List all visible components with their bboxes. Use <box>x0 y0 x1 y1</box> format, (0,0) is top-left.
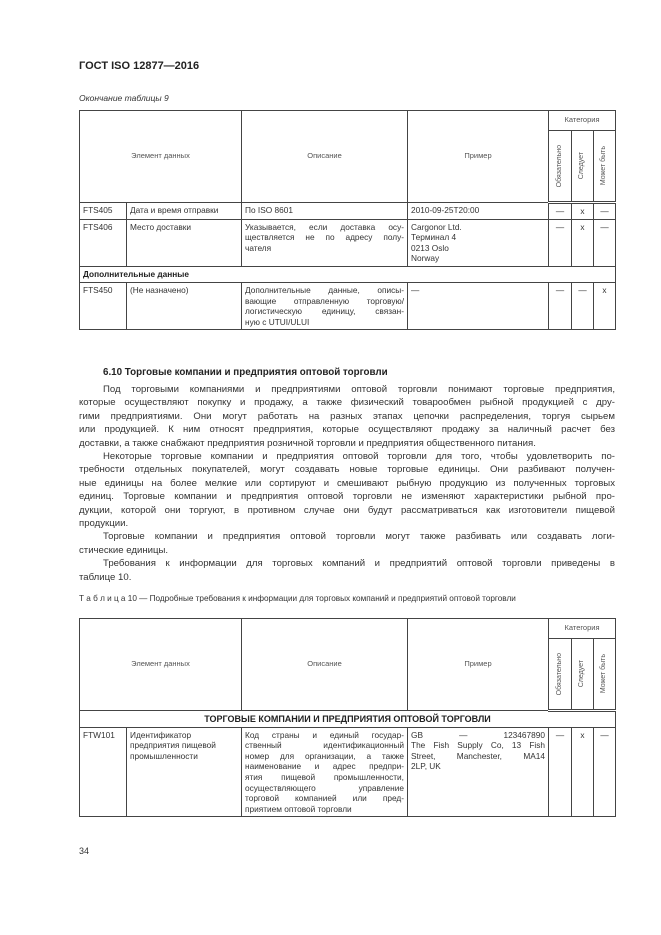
cell-line: ственный идентификационный <box>245 740 404 751</box>
cell-example <box>408 219 549 266</box>
cell-line: 2LP, UK <box>411 761 441 772</box>
header-example: Пример <box>408 619 549 711</box>
body-line: Под торговыми компаниями и предприятиями оптовой торговли понимают торговые предприятия, <box>103 384 615 395</box>
cell-category-s: x <box>572 727 594 817</box>
cell-description <box>242 727 408 817</box>
cell-line: 2010-09-25T20:00 <box>411 205 480 215</box>
cell-line: промышленности <box>130 750 198 761</box>
cell-category-may: — <box>594 727 616 817</box>
header-category: Категория <box>549 619 616 639</box>
cell-category-may: x <box>594 282 616 329</box>
cell-category-m: — <box>549 727 572 817</box>
cell-code: FTS405 <box>80 203 127 220</box>
body-line: Некоторые торговые компании и предприятия оптовой торговли для того, чтобы удовлетворить по- <box>103 451 615 463</box>
cell-line: Cargonor Ltd. <box>411 221 462 232</box>
cell-line: Место доставки <box>130 221 191 232</box>
cell-example <box>408 727 549 817</box>
cell-category-m: — <box>549 282 572 329</box>
body-line: продукции. <box>79 518 129 530</box>
cell-line: Терминал 4 <box>411 232 457 243</box>
body-line: гими предприятиями. Они могут работать на разных этапах цепочки распределения, торгуя сырьем <box>79 410 615 422</box>
page-number: 34 <box>79 846 90 856</box>
cell-category-m: — <box>549 219 572 266</box>
cell-line: — <box>411 284 420 295</box>
cell-line: Код страны и единый государ- <box>245 729 404 740</box>
header-element: Элемент данных <box>80 111 242 203</box>
cell-line: The Fish Supply Co, 13 Fish <box>411 740 545 751</box>
table-row <box>80 727 616 817</box>
table-9 <box>79 110 616 330</box>
body-line: Требования к информации для торговых компаний и предприятий оптовой торговли приведены в <box>103 558 615 570</box>
table-caption: Т а б л и ц а 10 — Подробные требования к информации для торговых компаний и предприятий оптовой торговли <box>79 594 516 603</box>
cell-code: FTS450 <box>80 282 127 329</box>
header-description: Описание <box>242 111 408 203</box>
body-line: таблице 10. <box>79 571 132 583</box>
body-line: требности отдельных покупателей, могут создавать новые торговые единицы. Они разбивают получен- <box>79 464 615 476</box>
header-may: Может быть <box>600 654 608 694</box>
cell-description <box>242 282 408 329</box>
body-line: ные единицы на более мелкие или сортируют и смешивают рыбную продукцию из полученных торговых <box>79 477 615 489</box>
document-header: ГОСТ ISO 12877—2016 <box>79 60 200 72</box>
header-category: Категория <box>549 111 616 131</box>
body-line: доставки, а также снабжают предприятия розничной торговли и предприятия общественного питания. <box>79 437 536 449</box>
body-line: или продукцией. К ним относят предприятия, которые осуществляют продажу за наличный расчет без <box>79 424 615 436</box>
cell-line: Указывается, если доставка осу- <box>245 221 404 232</box>
table-row <box>80 219 616 266</box>
cell-category-m: — <box>549 203 572 220</box>
cell-line: (Не назначено) <box>130 284 189 295</box>
cell-name <box>127 282 242 329</box>
cell-line: По ISO 8601 <box>245 205 293 215</box>
cell-line: приятием оптовой торговли <box>245 803 352 814</box>
cell-line: ятия пищевой промышленности, <box>245 771 404 782</box>
cell-line: ную с UTUI/ULUI <box>245 316 310 327</box>
header-should: Следует <box>578 152 586 180</box>
section-title: 6.10 Торговые компании и предприятия оптовой торговли <box>103 367 388 378</box>
table-row <box>80 282 616 329</box>
cell-category-s: x <box>572 203 594 220</box>
cell-line: 0213 Oslo <box>411 242 449 253</box>
table-row <box>80 203 616 220</box>
table-10 <box>79 618 616 817</box>
table-section-row: ТОРГОВЫЕ КОМПАНИИ И ПРЕДПРИЯТИЯ ОПТОВОЙ ТОРГОВЛИ <box>80 711 616 728</box>
body-line: которые осуществляют покупку и продажу, а также физический товарообмен рыбной продукцией с дру- <box>79 397 615 409</box>
cell-line: чателя <box>245 242 272 253</box>
cell-line: Norway <box>411 253 440 264</box>
cell-name <box>127 203 242 220</box>
body-text <box>79 383 615 584</box>
cell-line: Идентификатор <box>130 729 192 740</box>
body-line: Торговые компании и предприятия оптовой торговли могут также разбивать или создавать логи- <box>103 531 615 543</box>
table-section-row: Дополнительные данные <box>80 266 616 282</box>
header-element: Элемент данных <box>80 619 242 711</box>
cell-line: торговой компанией или пред- <box>245 793 404 804</box>
cell-line: ществляется не по адресу полу- <box>245 232 404 243</box>
cell-code: FTW101 <box>80 727 127 817</box>
table-continuation-label: Окончание таблицы 9 <box>79 93 169 103</box>
body-line: стические единицы. <box>79 544 169 556</box>
cell-category-may: — <box>594 203 616 220</box>
cell-description <box>242 203 408 220</box>
cell-name <box>127 727 242 817</box>
cell-line: Street, Manchester, MA14 <box>411 750 545 761</box>
cell-line: логистическую единицу, связан- <box>245 306 404 317</box>
header-should: Следует <box>578 660 586 688</box>
header-example: Пример <box>408 111 549 203</box>
cell-category-s: x <box>572 219 594 266</box>
cell-line: предприятия пищевой <box>130 740 216 751</box>
cell-example <box>408 203 549 220</box>
cell-line: GB — 123467890 <box>411 729 545 740</box>
cell-example <box>408 282 549 329</box>
header-mandatory: Обязательно <box>555 652 563 696</box>
cell-category-may: — <box>594 219 616 266</box>
body-line: дукции, которой они торгуют, в противном случае они будут рассматриваться как изготовители пищевой <box>79 504 615 516</box>
header-mandatory: Обязательно <box>555 144 563 188</box>
cell-line: осуществляющего управление <box>245 782 404 793</box>
cell-line: наименование и адрес предпри- <box>245 761 404 772</box>
cell-line: Дата и время отправки <box>130 205 219 215</box>
cell-line: номер для организации, а также <box>245 750 404 761</box>
header-description: Описание <box>242 619 408 711</box>
cell-description <box>242 219 408 266</box>
cell-code: FTS406 <box>80 219 127 266</box>
cell-category-s: — <box>572 282 594 329</box>
cell-name <box>127 219 242 266</box>
body-line: единиц. Торговые компании и предприятия оптовой торговли не изменяют характеристики рыбной про- <box>79 491 615 503</box>
header-may: Может быть <box>600 146 608 186</box>
cell-line: Дополнительные данные, описы- <box>245 284 404 295</box>
cell-line: вающие отправленную торговую/ <box>245 295 404 306</box>
